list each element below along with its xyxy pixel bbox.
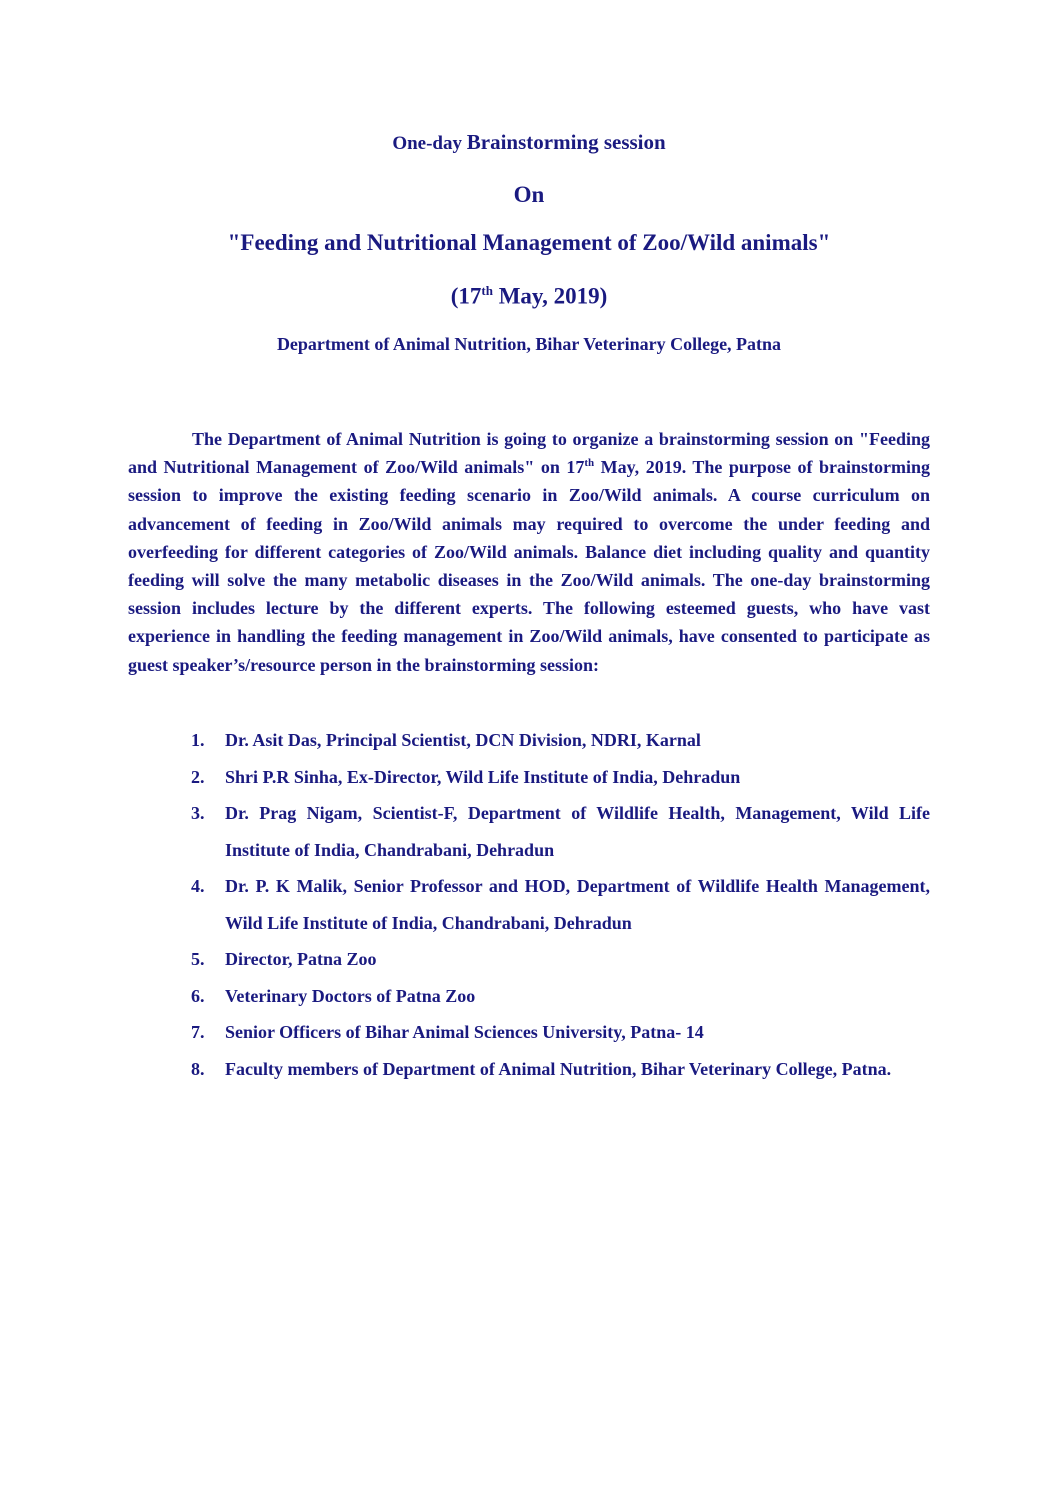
body-part-1: The Department of Animal Nutrition is going to organize a brainstorming session on "Feeding and Nutritional Management of Zoo/Wild animals" on 17	[128, 429, 930, 478]
list-number: 8.	[191, 1058, 205, 1079]
list-item	[128, 759, 930, 796]
list-item	[128, 941, 930, 978]
body-date-sup: th	[584, 457, 595, 470]
on-heading: On	[513, 182, 545, 207]
list-number: 6.	[191, 985, 205, 1006]
list-number: 2.	[191, 766, 205, 787]
body-part-2: May, 2019. The purpose of brainstorming session to improve the existing feeding scenario in Zoo/Wild animals. A course curriculum on advancement of feeding in Zoo/Wild animals may required to overcome the under feeding and overfeeding for different categories of Zoo/Wild animals. Balance diet including quality and quantity feeding will solve the many metabolic diseases in the Zoo/Wild animals. The one-day brainstorming session includes lecture by the different experts. The following esteemed guests, who have vast experience in handling the feeding management in Zoo/Wild animals, have consented to participate as guest speaker’s/resource person in the brainstorming session:	[128, 457, 930, 675]
list-item-text: Senior Officers of Bihar Animal Sciences University, Patna- 14	[225, 1022, 704, 1042]
list-item	[128, 978, 930, 1015]
list-item-text: Shri P.R Sinha, Ex-Director, Wild Life Institute of India, Dehradun	[225, 766, 741, 787]
list-item-text: Dr. Prag Nigam, Scientist-F, Department of Wildlife Health, Management, Wild Life Institute of India, Chandrabani, Dehradun	[225, 803, 930, 860]
list-item-text: Dr. Asit Das, Principal Scientist, DCN Division, NDRI, Karnal	[225, 730, 701, 750]
session-date	[0, 283, 1058, 310]
list-item-text: Director, Patna Zoo	[225, 949, 377, 969]
session-type-main: Brainstorming session	[466, 130, 666, 154]
date-suffix-sup: th	[481, 283, 493, 298]
session-title: "Feeding and Nutritional Management of Zoo/Wild animals"	[227, 230, 831, 255]
list-number: 7.	[191, 1022, 205, 1042]
speaker-list	[128, 722, 930, 1087]
list-item	[128, 1014, 930, 1051]
list-item-text: Veterinary Doctors of Patna Zoo	[225, 985, 476, 1006]
session-type-heading	[0, 130, 1058, 155]
list-item	[128, 868, 930, 941]
list-item	[128, 795, 930, 868]
list-number: 4.	[191, 876, 205, 896]
list-item-text: Faculty members of Department of Animal Nutrition, Bihar Veterinary College, Patna.	[225, 1058, 892, 1079]
list-item-text: Dr. P. K Malik, Senior Professor and HOD, Department of Wildlife Health Management, Wild Life Institute of India, Chandrabani, Dehradun	[225, 876, 930, 933]
session-type-prefix: One-day	[392, 133, 467, 154]
date-rest: May, 2019)	[492, 283, 608, 309]
list-number: 1.	[191, 730, 205, 750]
department-heading: Department of Animal Nutrition, Bihar Veterinary College, Patna	[276, 334, 782, 354]
list-number: 5.	[191, 949, 205, 969]
list-item	[128, 722, 930, 759]
list-item	[128, 1051, 930, 1088]
list-number: 3.	[191, 803, 205, 823]
body-paragraph	[128, 425, 930, 679]
date-prefix: (17	[450, 283, 482, 309]
